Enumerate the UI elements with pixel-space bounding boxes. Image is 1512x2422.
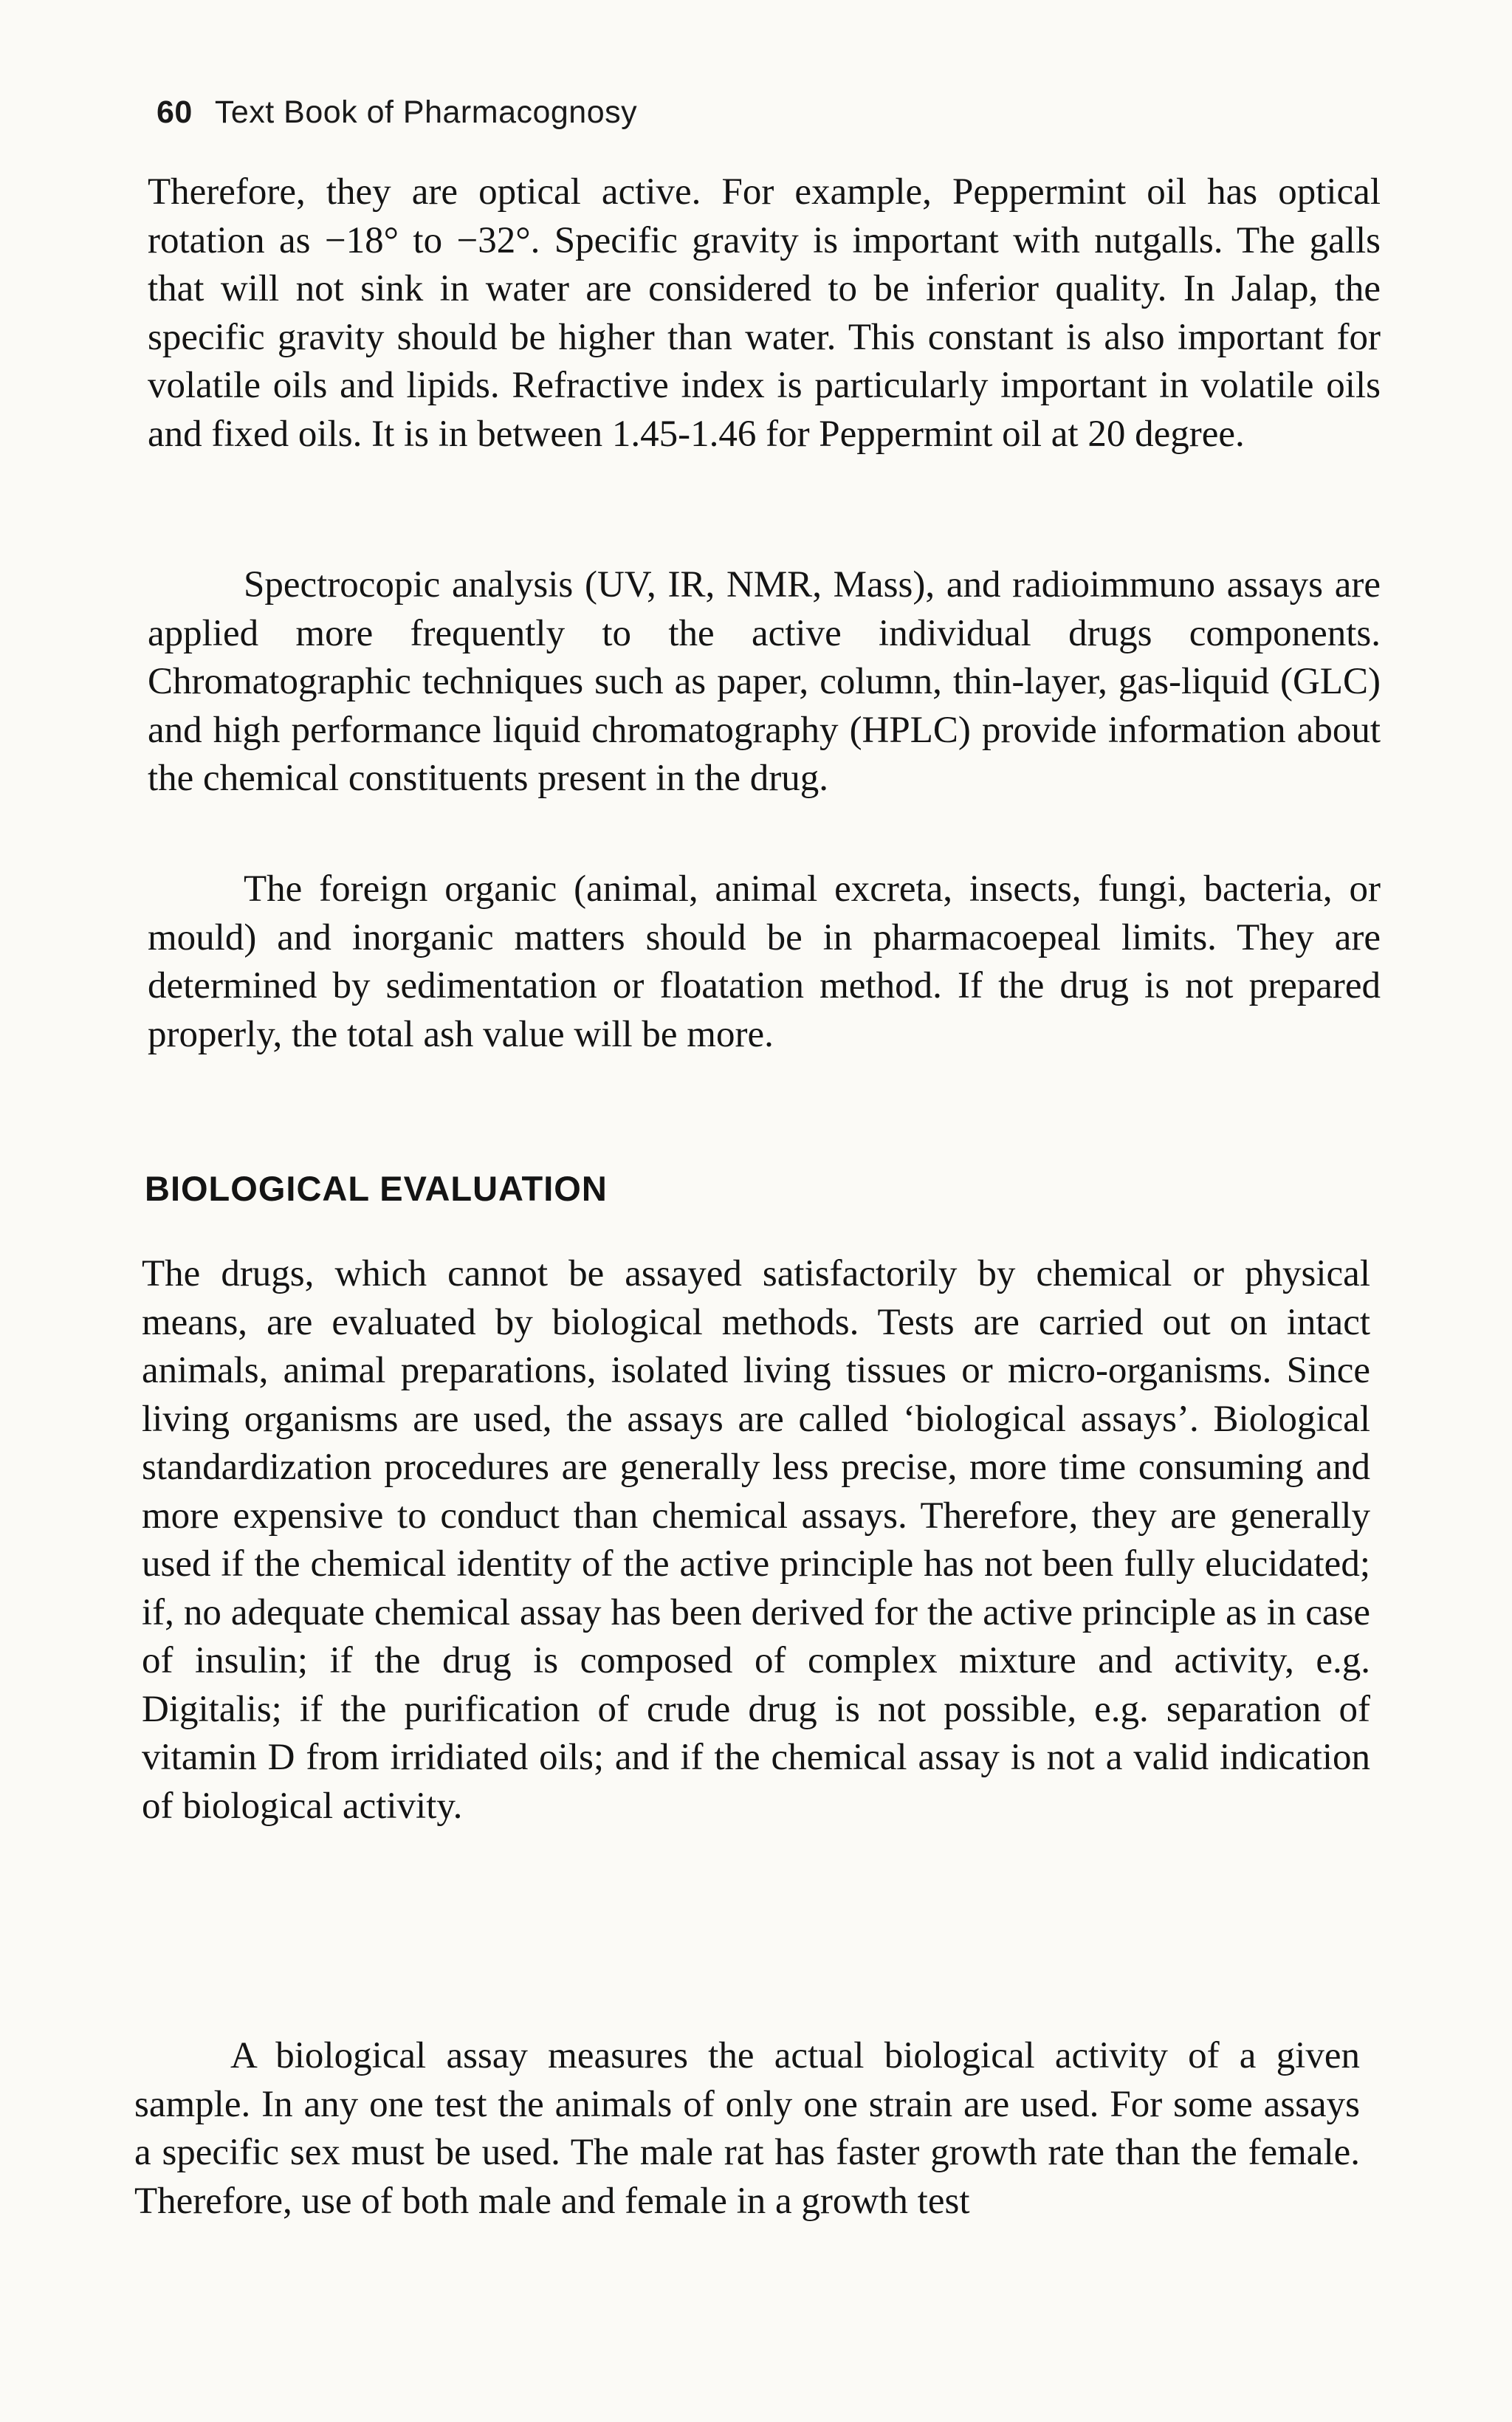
- paragraph-foreign-matter: The foreign organic (animal, animal excreta, insects, fungi, bacteria, or mould) and inorganic matters should be in pharmacoepeal limits. They are determined by sedimentation or floatation method. If the drug is not prepared properly, the total ash value will be more.: [148, 868, 1381, 1055]
- section-heading: BIOLOGICAL EVALUATION: [145, 1169, 608, 1208]
- paragraph-biological-assay: A biological assay measures the actual biological activity of a given sample. In any one test the animals of only one strain are used. For some assays a specific sex must be used. The male rat has faster growth rate than the female. Therefore, use of both male and female in a growth test: [134, 2035, 1360, 2222]
- page-number: 60: [157, 95, 193, 130]
- paragraph-optical-properties: Therefore, they are optical active. For example, Peppermint oil has optical rotation as −18° to −32°. Specific gravity is important with nutgalls. The galls that will not sink in water are considered to be inferior quality. In Jalap, the specific gravity should be higher than water. This constant is also important for volatile oils and lipids. Refractive index is particularly important in volatile oils and fixed oils. It is in between 1.45-1.46 for Peppermint oil at 20 degree.: [148, 171, 1381, 455]
- running-head: [157, 95, 637, 131]
- paragraph-biological-methods: The drugs, which cannot be assayed satisfactorily by chemical or physical means, are evaluated by biological methods. Tests are carried out on intact animals, animal preparations, isolated living tissues or micro-organisms. Since living organisms are used, the assays are called ‘biological assays’. Biological standardization procedures are generally less precise, more time consuming and more expensive to conduct than chemical assays. Therefore, they are generally used if the chemical identity of the active principle has not been fully elucidated; if, no adequate chemical assay has been derived for the active principle as in case of insulin; if the drug is composed of complex mixture and activity, e.g. Digitalis; if the purification of crude drug is not possible, e.g. separation of vitamin D from irridiated oils; and if the chemical assay is not a valid indication of biological activity.: [142, 1253, 1370, 1827]
- book-title: Text Book of Pharmacognosy: [214, 95, 638, 130]
- paragraph-spectroscopic-analysis: Spectrocopic analysis (UV, IR, NMR, Mass), and radioimmuno assays are applied more frequently to the active individual drugs components. Chromatographic techniques such as paper, column, thin-layer, gas-liquid (GLC) and high performance liquid chromatography (HPLC) provide information about the chemical constituents present in the drug.: [148, 564, 1381, 799]
